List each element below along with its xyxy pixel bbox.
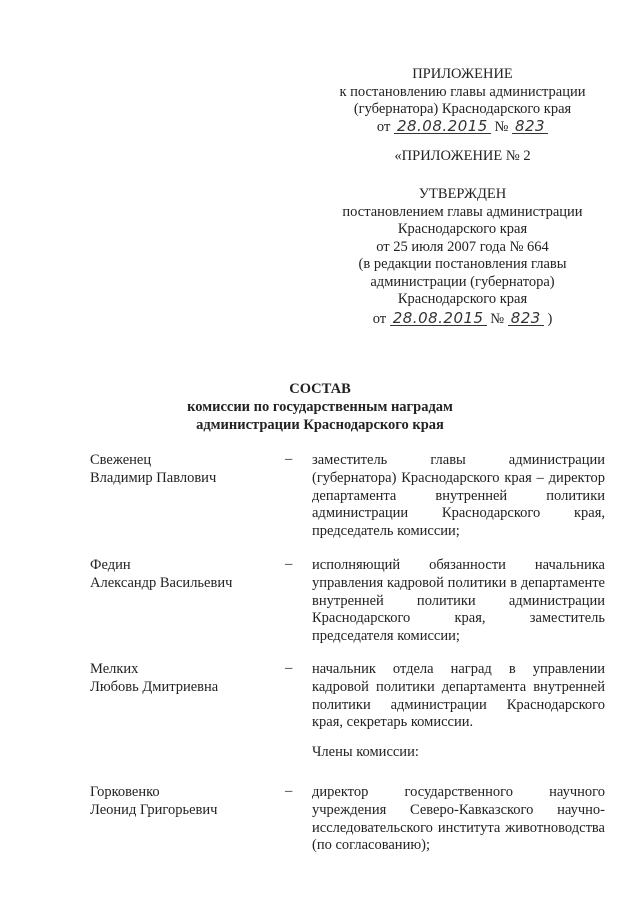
member-name: [90, 452, 280, 488]
approved-line-3: от 25 июля 2007 года № 664: [376, 238, 549, 255]
member-surname: Мелких: [90, 661, 139, 677]
approved-line-5: администрации (губернатора): [370, 273, 555, 290]
approved-date-line: [320, 308, 605, 329]
quote-title-text: «ПРИЛОЖЕНИЕ № 2: [394, 148, 531, 164]
approved-line-1: постановлением главы администрации: [342, 203, 583, 220]
approved-line-4: (в редакции постановления главы: [358, 256, 567, 272]
member-name: [90, 557, 280, 593]
member-given-name: Леонид Григорьевич: [90, 801, 218, 818]
handwritten-date: 28.08.2015: [390, 311, 487, 326]
member-given-name: Владимир Павлович: [90, 469, 217, 486]
dash-separator: –: [285, 783, 293, 799]
appendix-title: ПРИЛОЖЕНИЕ: [412, 66, 513, 82]
handwritten-number: 823: [508, 311, 544, 326]
approved-line-6: Краснодарского края: [397, 291, 528, 307]
member-given-name: Любовь Дмитриевна: [90, 678, 219, 695]
document-heading: [150, 380, 490, 434]
handwritten-date: 28.08.2015: [394, 119, 491, 134]
number-sign: №: [490, 310, 505, 327]
closing-paren: ): [547, 310, 553, 327]
member-name: [90, 784, 280, 820]
dash-separator: –: [285, 451, 293, 467]
heading-line-2: комиссии по государственным наградам: [187, 399, 453, 415]
member-name: [90, 661, 280, 697]
approved-line-2: Краснодарского края: [397, 221, 528, 237]
member-role: начальник отдела наград в управлении кадровой политики департамента внутренней политики администрации Краснодарского края, секретарь комиссии.: [312, 661, 605, 731]
appendix-line-1: к постановлению главы администрации: [339, 83, 586, 100]
member-surname: Свеженец: [90, 452, 152, 468]
handwritten-number: 823: [512, 119, 548, 134]
member-role: заместитель главы администрации (губернатора) Краснодарского края – директор департамента внутренней политики администрации Краснодарского края, председатель комиссии;: [312, 452, 605, 540]
approved-title: УТВЕРЖДЕН: [418, 186, 507, 202]
dash-separator: –: [285, 556, 293, 572]
dash-separator: –: [285, 660, 293, 676]
number-sign: №: [494, 118, 509, 135]
date-prefix: от: [372, 310, 387, 327]
quote-appendix-title: [340, 148, 585, 166]
heading-line-1: СОСТАВ: [289, 381, 351, 397]
heading-line-3: администрации Краснодарского края: [196, 417, 444, 433]
appendix-date-line: [300, 116, 625, 137]
appendix-header: [300, 66, 625, 136]
members-subheading: Члены комиссии:: [312, 744, 419, 760]
approved-block: [320, 186, 605, 328]
member-surname: Федин: [90, 557, 131, 573]
member-role: исполняющий обязанности начальника управления кадровой политики в департаменте внутренней политики администрации Краснодарского края, заместитель председателя комиссии;: [312, 557, 605, 645]
appendix-line-2: (губернатора) Краснодарского края: [353, 101, 572, 117]
member-given-name: Александр Васильевич: [90, 574, 233, 591]
member-role: директор государственного научного учреждения Северо-Кавказского научно-исследовательского института животноводства (по согласованию);: [312, 784, 605, 854]
date-prefix: от: [376, 118, 391, 135]
member-surname: Горковенко: [90, 784, 160, 800]
